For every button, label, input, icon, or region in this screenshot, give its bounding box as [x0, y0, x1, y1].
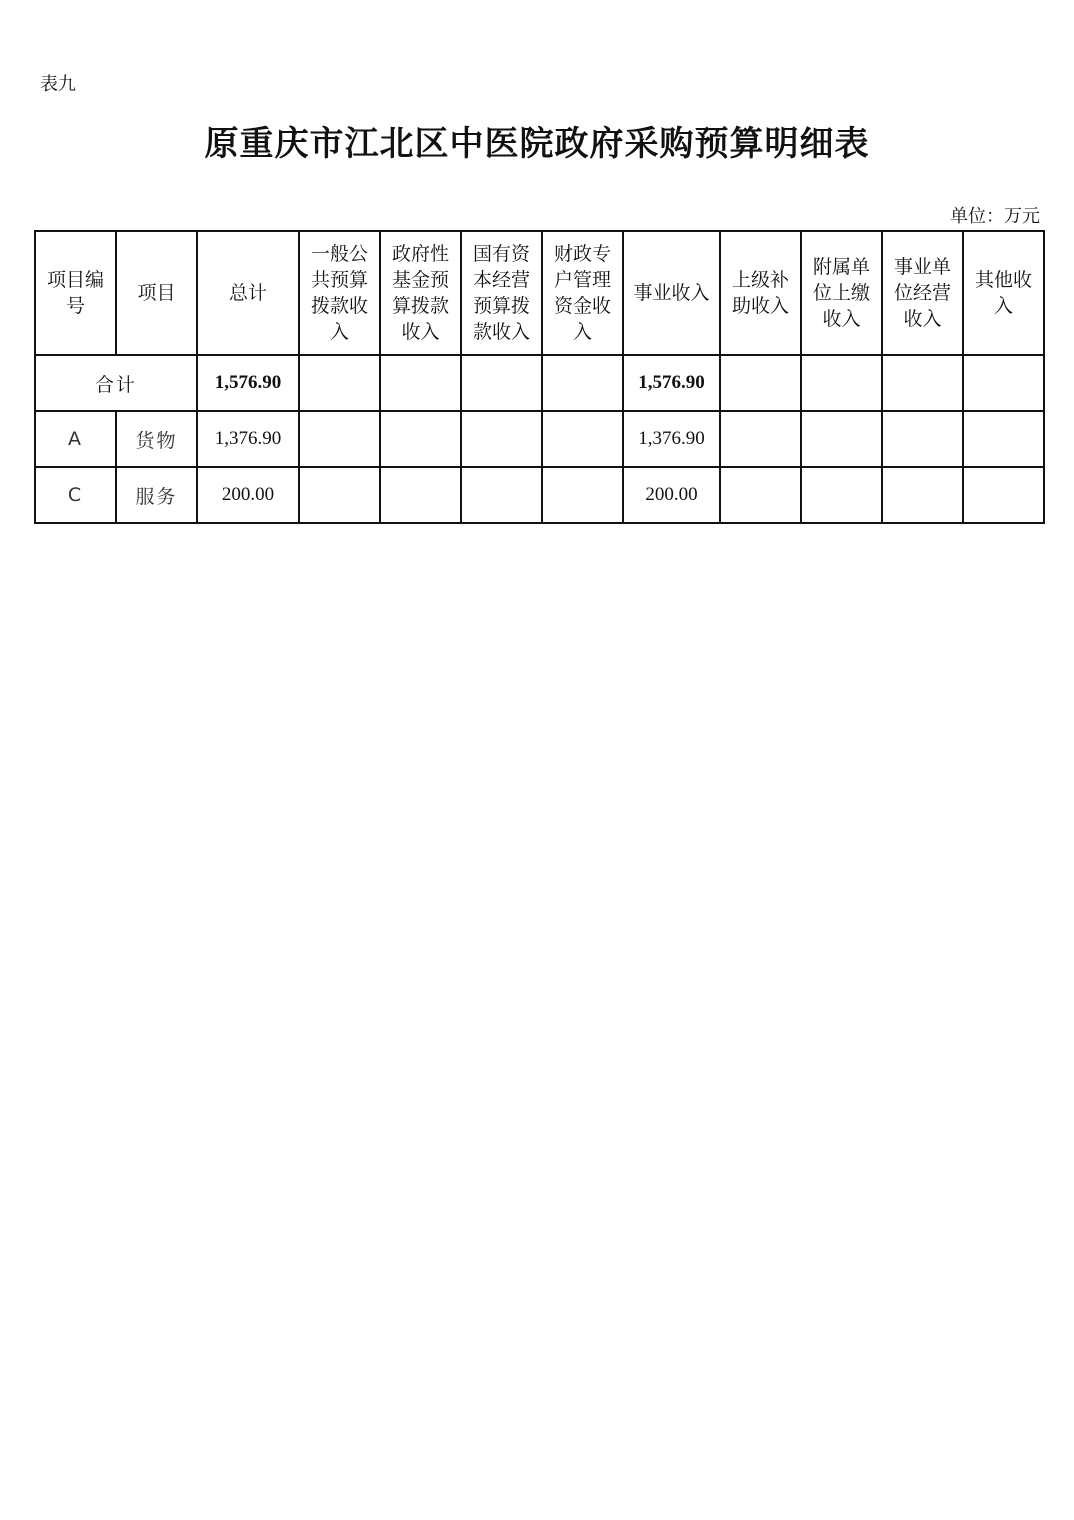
header-special-account: 财政专户管理资金收入: [542, 231, 623, 355]
total-cell: [882, 355, 963, 411]
row-cell: [720, 411, 801, 467]
total-cell: [380, 355, 461, 411]
total-cell: [299, 355, 380, 411]
row-cell: [299, 411, 380, 467]
row-cell: 200.00: [197, 467, 299, 523]
total-cell: 1,576.90: [197, 355, 299, 411]
header-superior-subsidy: 上级补助收入: [720, 231, 801, 355]
total-cell: [461, 355, 542, 411]
row-cell: [542, 411, 623, 467]
total-cell: [542, 355, 623, 411]
total-cell: [720, 355, 801, 411]
total-cell: [801, 355, 882, 411]
row-code: A: [35, 411, 116, 467]
row-name: 货物: [116, 411, 197, 467]
row-name: 服务: [116, 467, 197, 523]
total-cell: 1,576.90: [623, 355, 720, 411]
row-cell: [963, 411, 1044, 467]
header-operating-income: 事业单位经营收入: [882, 231, 963, 355]
procurement-budget-table: [34, 230, 1045, 524]
header-project: 项目: [116, 231, 197, 355]
row-code: C: [35, 467, 116, 523]
header-business-income: 事业收入: [623, 231, 720, 355]
row-cell: [461, 411, 542, 467]
row-cell: [461, 467, 542, 523]
header-general-budget: 一般公共预算拨款收入: [299, 231, 380, 355]
row-cell: [720, 467, 801, 523]
header-project-code: 项目编号: [35, 231, 116, 355]
page-title: 原重庆市江北区中医院政府采购预算明细表: [204, 124, 870, 164]
row-cell: [801, 411, 882, 467]
row-cell: [542, 467, 623, 523]
row-cell: 1,376.90: [197, 411, 299, 467]
total-cell: [963, 355, 1044, 411]
row-cell: [380, 411, 461, 467]
row-cell: [963, 467, 1044, 523]
header-gov-fund: 政府性基金预算拨款收入: [380, 231, 461, 355]
row-cell: [882, 467, 963, 523]
table-tag: 表九: [40, 74, 76, 95]
row-cell: [299, 467, 380, 523]
total-label: 合计: [35, 355, 197, 411]
row-cell: [882, 411, 963, 467]
header-affiliated-units: 附属单位上缴收入: [801, 231, 882, 355]
unit-label: 单位：万元: [950, 206, 1040, 227]
table-row-total: [35, 355, 1044, 411]
row-cell: 1,376.90: [623, 411, 720, 467]
row-cell: 200.00: [623, 467, 720, 523]
table-header-row: [35, 231, 1044, 355]
header-state-capital: 国有资本经营预算拨款收入: [461, 231, 542, 355]
row-cell: [801, 467, 882, 523]
header-other-income: 其他收入: [963, 231, 1044, 355]
table-row: [35, 467, 1044, 523]
table-row: [35, 411, 1044, 467]
header-total: 总计: [197, 231, 299, 355]
row-cell: [380, 467, 461, 523]
